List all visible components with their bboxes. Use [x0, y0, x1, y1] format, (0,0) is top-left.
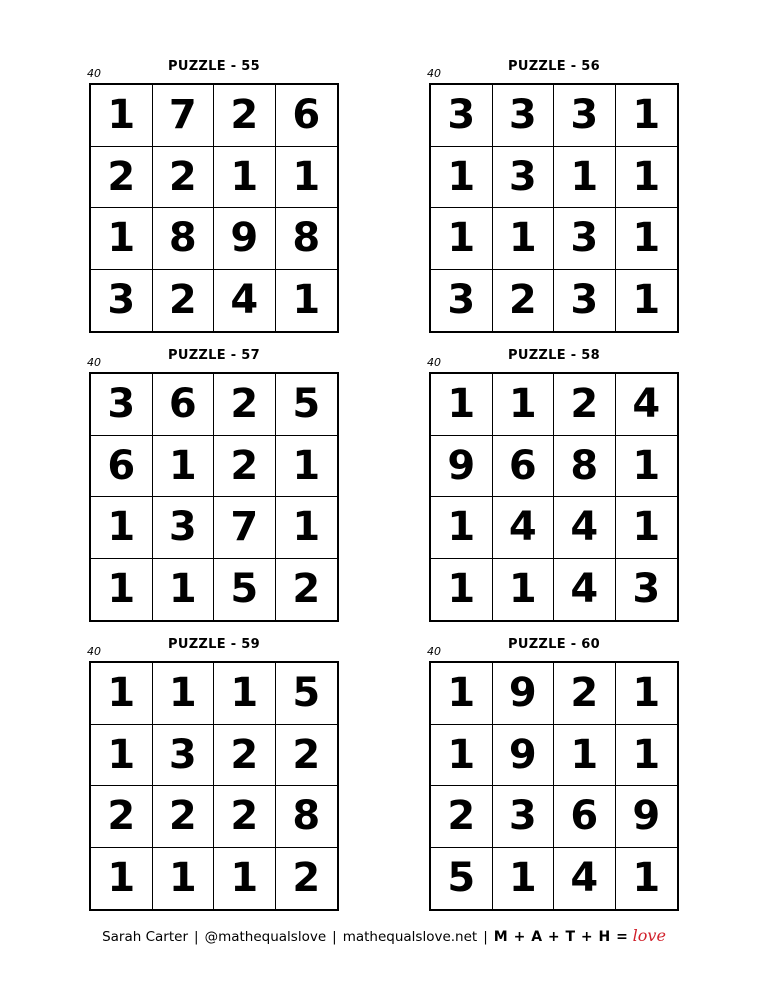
puzzle-55 — [87, 59, 339, 333]
grid-cell: 3 — [153, 497, 215, 559]
grid-cell: 3 — [431, 85, 493, 147]
grid-cell: 1 — [632, 855, 661, 902]
grid-cell: 1 — [431, 559, 493, 621]
grid-cell: 3 — [554, 208, 616, 270]
grid-cell: 6 — [493, 436, 555, 498]
grid-cell: 8 — [153, 208, 215, 270]
grid-cell: 1 — [493, 374, 555, 436]
grid-cell: 1 — [431, 147, 493, 209]
target-sum: 40 — [427, 356, 441, 369]
grid-cell: 2 — [214, 436, 276, 498]
grid-cell: 2 — [431, 786, 493, 848]
grid-cell: 1 — [431, 374, 493, 436]
grid-cell: 3 — [91, 270, 153, 332]
puzzle-56 — [427, 59, 679, 333]
target-sum: 40 — [427, 645, 441, 658]
grid-cell: 2 — [292, 566, 321, 613]
grid-cell: 1 — [91, 559, 153, 621]
puzzle-59 — [87, 637, 339, 911]
target-sum: 40 — [87, 645, 101, 658]
grid-cell: 1 — [91, 663, 153, 725]
grid-cell: 9 — [493, 725, 555, 787]
grid-cell: 1 — [91, 208, 153, 270]
grid-cell: 2 — [153, 270, 215, 332]
grid-cell: 6 — [153, 374, 215, 436]
grid-cell: 1 — [616, 85, 678, 147]
grid-cell: 9 — [493, 663, 555, 725]
grid-cell: 1 — [276, 497, 338, 559]
grid-cell: 5 — [276, 374, 338, 436]
footer — [0, 926, 768, 945]
grid-cell: 1 — [493, 208, 555, 270]
grid-cell: 4 — [554, 848, 616, 910]
grid-cell: 1 — [214, 147, 276, 209]
grid-cell: 2 — [292, 855, 321, 902]
grid-cell: 1 — [214, 848, 276, 910]
grid-cell: 3 — [493, 147, 555, 209]
grid-cell: 1 — [153, 559, 215, 621]
puzzle-grid — [429, 661, 679, 911]
puzzle-57 — [87, 348, 339, 622]
grid-cell: 1 — [91, 848, 153, 910]
grid-cell: 8 — [554, 436, 616, 498]
footer-separator: | — [483, 929, 488, 945]
grid-cell: 1 — [554, 725, 616, 787]
puzzle-58 — [427, 348, 679, 622]
grid-cell: 3 — [153, 725, 215, 787]
grid-cell: 3 — [493, 786, 555, 848]
grid-cell: 4 — [554, 497, 616, 559]
puzzle-grid — [89, 372, 339, 622]
grid-cell: 1 — [153, 848, 215, 910]
puzzle-grid — [429, 372, 679, 622]
grid-cell: 1 — [554, 147, 616, 209]
grid-cell: 3 — [632, 566, 661, 613]
grid-cell: 8 — [276, 786, 338, 848]
grid-cell: 6 — [554, 786, 616, 848]
footer-site: mathequalslove.net — [342, 929, 478, 945]
grid-cell: 1 — [493, 559, 555, 621]
grid-cell: 3 — [91, 374, 153, 436]
grid-cell: 1 — [292, 277, 321, 324]
grid-cell: 6 — [276, 85, 338, 147]
grid-cell: 1 — [91, 725, 153, 787]
grid-cell: 2 — [214, 374, 276, 436]
grid-cell: 1 — [431, 725, 493, 787]
target-sum: 40 — [87, 356, 101, 369]
footer-handle: @mathequalslove — [204, 929, 327, 945]
grid-cell: 1 — [91, 497, 153, 559]
grid-cell: 5 — [214, 559, 276, 621]
grid-cell: 1 — [616, 208, 678, 270]
grid-cell: 5 — [276, 663, 338, 725]
grid-cell: 2 — [276, 725, 338, 787]
grid-cell: 2 — [214, 85, 276, 147]
grid-cell: 2 — [493, 270, 555, 332]
grid-cell: 1 — [153, 436, 215, 498]
grid-cell: 4 — [616, 374, 678, 436]
puzzle-grid — [89, 83, 339, 333]
grid-cell: 9 — [616, 786, 678, 848]
puzzle-title: PUZZLE - 60 — [508, 637, 600, 652]
puzzle-grid — [89, 661, 339, 911]
puzzle-title: PUZZLE - 59 — [168, 637, 260, 652]
grid-cell: 4 — [554, 559, 616, 621]
grid-cell: 3 — [554, 270, 616, 332]
puzzle-60 — [427, 637, 679, 911]
grid-cell: 1 — [431, 208, 493, 270]
grid-cell: 8 — [276, 208, 338, 270]
grid-cell: 2 — [91, 786, 153, 848]
grid-cell: 4 — [493, 497, 555, 559]
grid-cell: 7 — [214, 497, 276, 559]
puzzle-title: PUZZLE - 56 — [508, 59, 600, 74]
grid-cell: 1 — [431, 663, 493, 725]
grid-cell: 4 — [214, 270, 276, 332]
grid-cell: 9 — [214, 208, 276, 270]
puzzle-title: PUZZLE - 57 — [168, 348, 260, 363]
target-sum: 40 — [87, 67, 101, 80]
grid-cell: 3 — [493, 85, 555, 147]
grid-cell: 3 — [554, 85, 616, 147]
grid-cell: 3 — [431, 270, 493, 332]
grid-cell: 1 — [91, 85, 153, 147]
grid-cell: 2 — [214, 786, 276, 848]
grid-cell: 5 — [431, 848, 493, 910]
grid-cell: 2 — [214, 725, 276, 787]
puzzle-title: PUZZLE - 58 — [508, 348, 600, 363]
grid-cell: 9 — [431, 436, 493, 498]
grid-cell: 6 — [91, 436, 153, 498]
footer-separator: | — [194, 929, 199, 945]
grid-cell: 2 — [91, 147, 153, 209]
grid-cell: 7 — [153, 85, 215, 147]
grid-cell: 2 — [153, 147, 215, 209]
grid-cell: 1 — [616, 497, 678, 559]
grid-cell: 2 — [554, 374, 616, 436]
grid-cell: 1 — [616, 725, 678, 787]
footer-math-equation: M + A + T + H = — [493, 929, 629, 945]
grid-cell: 1 — [214, 663, 276, 725]
footer-author: Sarah Carter — [102, 929, 188, 945]
grid-cell: 1 — [276, 147, 338, 209]
grid-cell: 2 — [153, 786, 215, 848]
puzzle-title: PUZZLE - 55 — [168, 59, 260, 74]
footer-love-logo: love — [632, 926, 666, 945]
footer-separator: | — [332, 929, 337, 945]
grid-cell: 1 — [276, 436, 338, 498]
target-sum: 40 — [427, 67, 441, 80]
puzzle-grid — [429, 83, 679, 333]
grid-cell: 1 — [153, 663, 215, 725]
grid-cell: 2 — [554, 663, 616, 725]
grid-cell: 1 — [493, 848, 555, 910]
grid-cell: 1 — [431, 497, 493, 559]
grid-cell: 1 — [616, 147, 678, 209]
grid-cell: 1 — [616, 663, 678, 725]
grid-cell: 1 — [616, 436, 678, 498]
grid-cell: 1 — [632, 277, 661, 324]
